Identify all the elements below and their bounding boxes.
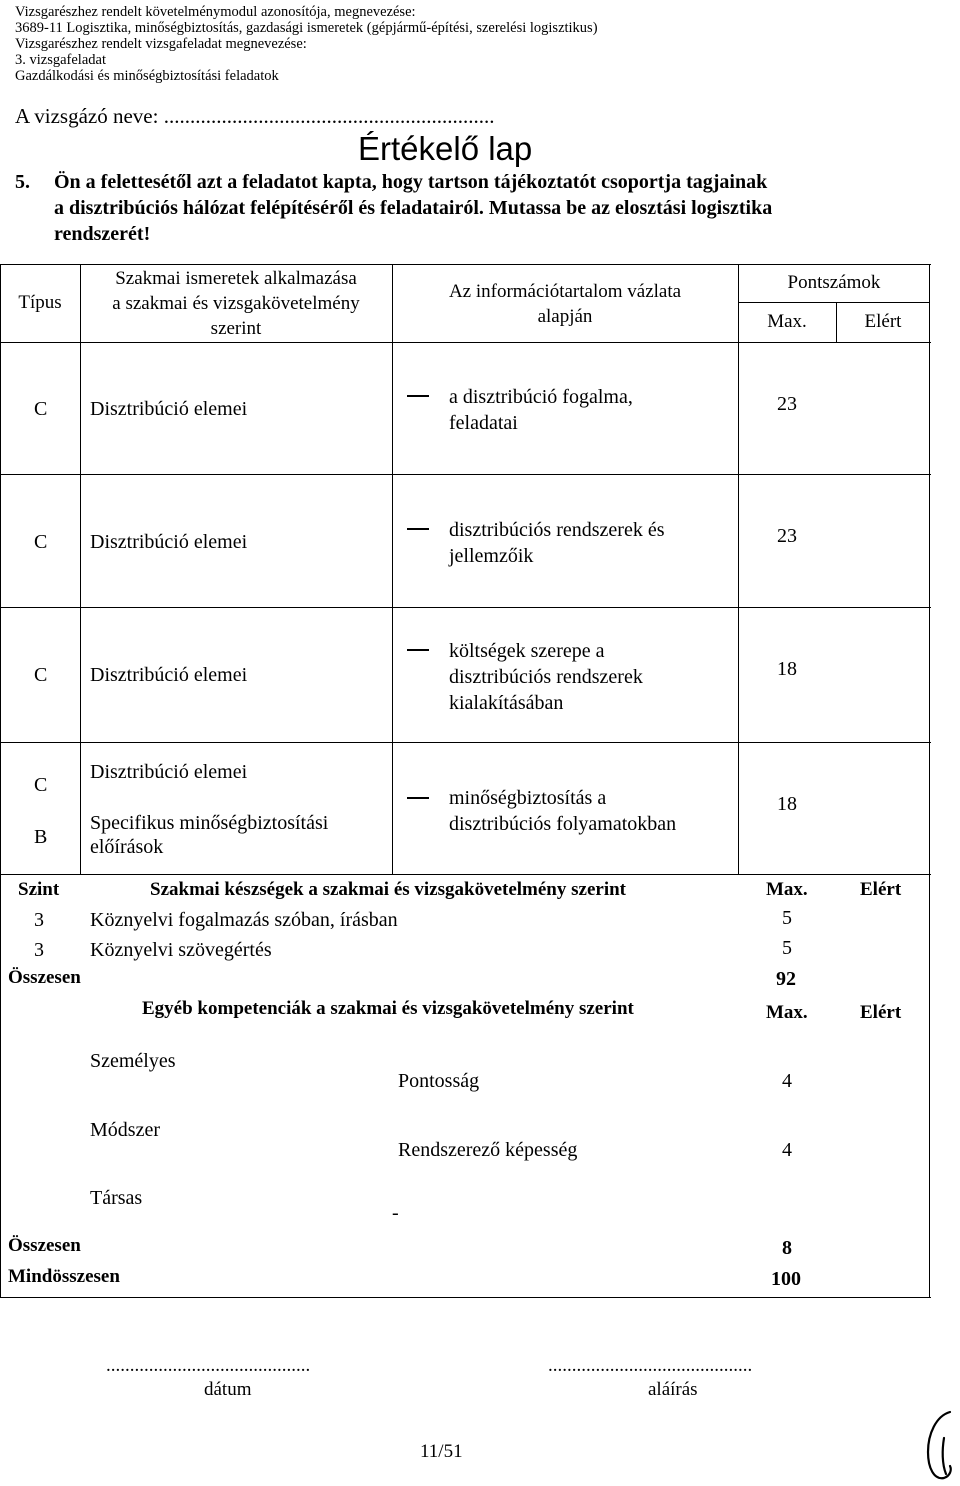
type-header: Típus [18, 292, 62, 313]
table-top-border [0, 264, 931, 265]
module-label: Vizsgarészhez rendelt követelménymodul azonosítója, megnevezése: [15, 4, 416, 20]
other-total-label: Összesen [8, 1235, 81, 1256]
bullet-dash [407, 395, 429, 397]
skills-achieved-header: Elért [860, 879, 902, 900]
other-achieved-header: Elért [860, 1002, 902, 1023]
module-name: 3689-11 Logisztika, minőségbiztosítás, gazdasági ismeretek (gépjármű-építési, szerelési logisztikus) [15, 20, 598, 36]
social-label: Társas [90, 1187, 143, 1209]
skills-header-line1: Szakmai ismeretek alkalmazása [115, 268, 357, 289]
organizing-label: Rendszerező képesség [398, 1139, 578, 1161]
skills-header [80, 266, 392, 341]
method-label: Módszer [90, 1119, 160, 1141]
accuracy-label: Pontosság [398, 1070, 480, 1092]
other-max-header: Max. [766, 1002, 808, 1023]
info-header-line1: Az információtartalom vázlata [448, 281, 682, 302]
task-index: 5. [15, 171, 30, 193]
skills-section-heading: Szakmai készségek a szakmai és vizsgakövetelmény szerint [150, 879, 626, 900]
signature-label: aláírás [648, 1379, 698, 1400]
row-divider-2 [0, 474, 931, 475]
row4-skill2-line2: előírások [90, 836, 164, 858]
skill1-max: 5 [782, 907, 792, 929]
row2-skill: Disztribúció elemei [90, 531, 248, 553]
col-divider-1 [80, 264, 81, 874]
task-label: Vizsgarészhez rendelt vizsgafeladat megnevezése: [15, 36, 307, 52]
date-dots: ........................................... [106, 1355, 311, 1376]
row4-info-line2: disztribúciós folyamatokban [449, 813, 677, 835]
personal-label: Személyes [90, 1050, 176, 1072]
row3-info-line1: költségek szerepe a [449, 640, 605, 662]
max-header: Max. [767, 311, 807, 332]
table-left-border [0, 264, 1, 1298]
skill2-max: 5 [782, 937, 792, 959]
skill2-label: Köznyelvi szövegértés [90, 939, 272, 961]
row1-skill: Disztribúció elemei [90, 398, 248, 420]
row-divider-4 [0, 742, 931, 743]
col-divider-3 [738, 264, 739, 874]
date-label: dátum [204, 1379, 252, 1400]
page-number: 11/51 [420, 1441, 463, 1462]
skills-max-header: Max. [766, 879, 808, 900]
grand-total-label: Mindösszesen [8, 1266, 120, 1287]
table-bottom-border [0, 1297, 931, 1298]
task-text-line2: a disztribúciós hálózat felépítéséről és feladatairól. Mutassa be az elosztási logisztika [54, 197, 773, 219]
row4-skill1: Disztribúció elemei [90, 761, 248, 783]
points-header-divider [738, 302, 930, 303]
info-header [392, 279, 738, 329]
page-title: Értékelő lap [358, 130, 533, 167]
skill1-label: Köznyelvi fogalmazás szóban, írásban [90, 909, 398, 931]
skills-total: 92 [776, 968, 796, 990]
task-number: 3. vizsgafeladat [15, 52, 106, 68]
row1-type: C [34, 398, 48, 420]
candidate-name-field: A vizsgázó neve: ............................................................... [15, 104, 495, 128]
signature-dots: ........................................... [548, 1355, 753, 1376]
row1-info-line1: a disztribúció fogalma, [449, 386, 633, 408]
row1-info-line2: feladatai [449, 412, 518, 434]
accuracy-max: 4 [782, 1070, 792, 1092]
points-header: Pontszámok [787, 272, 881, 293]
row4-type2: B [34, 826, 48, 848]
row1-max: 23 [777, 393, 797, 415]
organizing-max: 4 [782, 1139, 792, 1161]
row2-max: 23 [777, 525, 797, 547]
skill2-level: 3 [34, 939, 44, 961]
skills-total-label: Összesen [8, 967, 81, 988]
table-right-border [929, 264, 930, 1298]
row2-type: C [34, 531, 48, 553]
skills-header-line2: a szakmai és vizsgakövetelmény [112, 293, 360, 314]
other-section-heading: Egyéb kompetenciák a szakmai és vizsgakövetelmény szerint [142, 998, 634, 1019]
row4-info-line1: minőségbiztosítás a [449, 787, 607, 809]
row3-info-line3: kialakításában [449, 692, 564, 714]
row-divider-3 [0, 607, 931, 608]
task-name: Gazdálkodási és minőségbiztosítási feladatok [15, 68, 279, 84]
row2-info-line1: disztribúciós rendszerek és [449, 519, 665, 541]
info-header-line2: alapján [537, 306, 593, 327]
grand-total: 100 [771, 1268, 801, 1290]
row3-type: C [34, 664, 48, 686]
row3-info-line2: disztribúciós rendszerek [449, 666, 643, 688]
bullet-dash [407, 797, 429, 799]
row-divider-5 [0, 874, 931, 875]
row3-max: 18 [777, 658, 797, 680]
row3-skill: Disztribúció elemei [90, 664, 248, 686]
row4-type1: C [34, 774, 48, 796]
social-item: - [392, 1202, 399, 1224]
handwritten-signature-mark [922, 1408, 958, 1484]
level-header: Szint [18, 879, 60, 900]
bullet-dash [407, 528, 429, 530]
task-text-line3: rendszerét! [54, 223, 151, 245]
row-divider-1 [0, 342, 931, 343]
skill1-level: 3 [34, 909, 44, 931]
row4-max: 18 [777, 793, 797, 815]
row4-skill2-line1: Specifikus minőségbiztosítási [90, 812, 329, 834]
other-total: 8 [782, 1237, 792, 1259]
task-text-line1: Ön a felettesétől azt a feladatot kapta, hogy tartson tájékoztatót csoportja tagjainak [54, 171, 768, 193]
bullet-dash [407, 649, 429, 651]
col-divider-2 [392, 264, 393, 874]
row2-info-line2: jellemzőik [449, 545, 534, 567]
skills-header-line3: szerint [210, 318, 262, 339]
achieved-header: Elért [864, 311, 902, 332]
